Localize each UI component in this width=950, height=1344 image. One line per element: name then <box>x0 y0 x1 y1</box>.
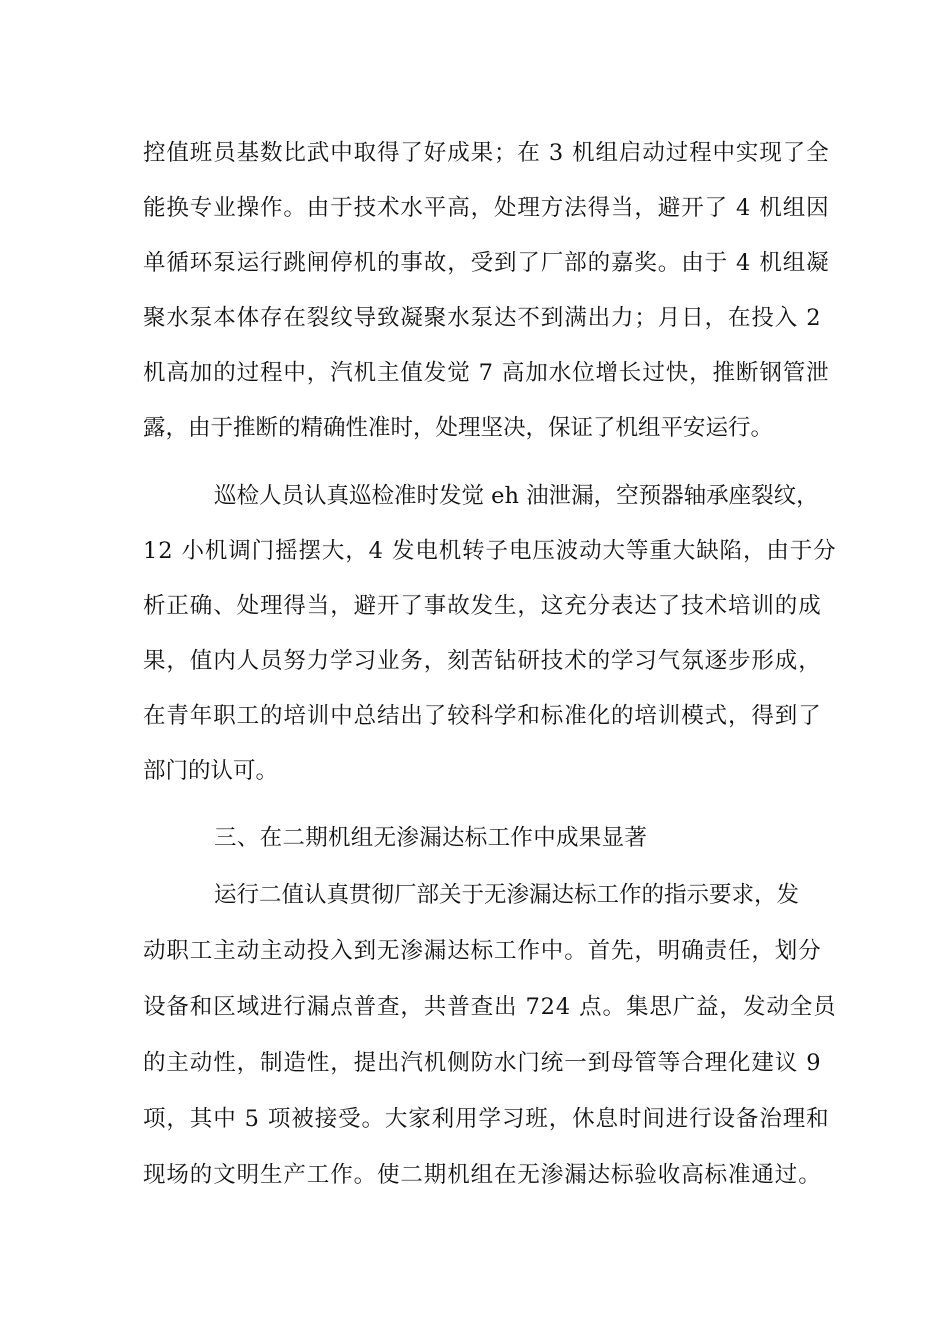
section-heading: 三、在二期机组无渗漏达标工作中成果显著 <box>214 825 648 851</box>
paragraph-line: 机高加的过程中，汽机主值发觉 7 高加水位增长过快，推断钢管泄 <box>143 360 830 386</box>
paragraph-line: 果，值内人员努力学习业务，刻苦钻研技术的学习气氛逐步形成， <box>143 648 822 674</box>
paragraph-line: 设备和区域进行漏点普查，共普查出 724 点。集思广益，发动全员 <box>143 994 837 1020</box>
paragraph-line: 控值班员基数比武中取得了好成果；在 3 机组启动过程中实现了全 <box>143 140 830 166</box>
paragraph-line: 现场的文明生产工作。使二期机组在无渗漏达标验收高标准通过。 <box>143 1162 822 1188</box>
paragraph-line: 的主动性，制造性，提出汽机侧防水门统一到母管等合理化建议 9 <box>143 1050 822 1076</box>
paragraph-line: 在青年职工的培训中总结出了较科学和标准化的培训模式，得到了 <box>143 703 822 729</box>
paragraph-line: 析正确、处理得当，避开了事故发生，这充分表达了技术培训的成 <box>143 593 822 619</box>
paragraph-line: 部门的认可。 <box>143 758 279 784</box>
paragraph-line: 单循环泵运行跳闸停机的事故，受到了厂部的嘉奖。由于 4 机组凝 <box>143 250 830 276</box>
paragraph-line: 运行二值认真贯彻厂部关于无渗漏达标工作的指示要求，发 <box>214 882 800 908</box>
paragraph-line: 巡检人员认真巡检准时发觉 eh 油泄漏，空预器轴承座裂纹， <box>214 483 819 509</box>
paragraph-line: 项，其中 5 项被接受。大家利用学习班，休息时间进行设备治理和 <box>143 1106 830 1132</box>
paragraph-line: 露，由于推断的精确性准时，处理坚决，保证了机组平安运行。 <box>143 415 774 441</box>
paragraph-line: 12 小机调门摇摆大，4 发电机转子电压波动大等重大缺陷，由于分 <box>143 538 837 564</box>
paragraph-line: 聚水泵本体存在裂纹导致凝聚水泵达不到满出力；月日，在投入 2 <box>143 305 822 331</box>
paragraph-line: 动职工主动主动投入到无渗漏达标工作中。首先，明确责任，划分 <box>143 938 822 964</box>
paragraph-line: 能换专业操作。由于技术水平高，处理方法得当，避开了 4 机组因 <box>143 195 830 221</box>
